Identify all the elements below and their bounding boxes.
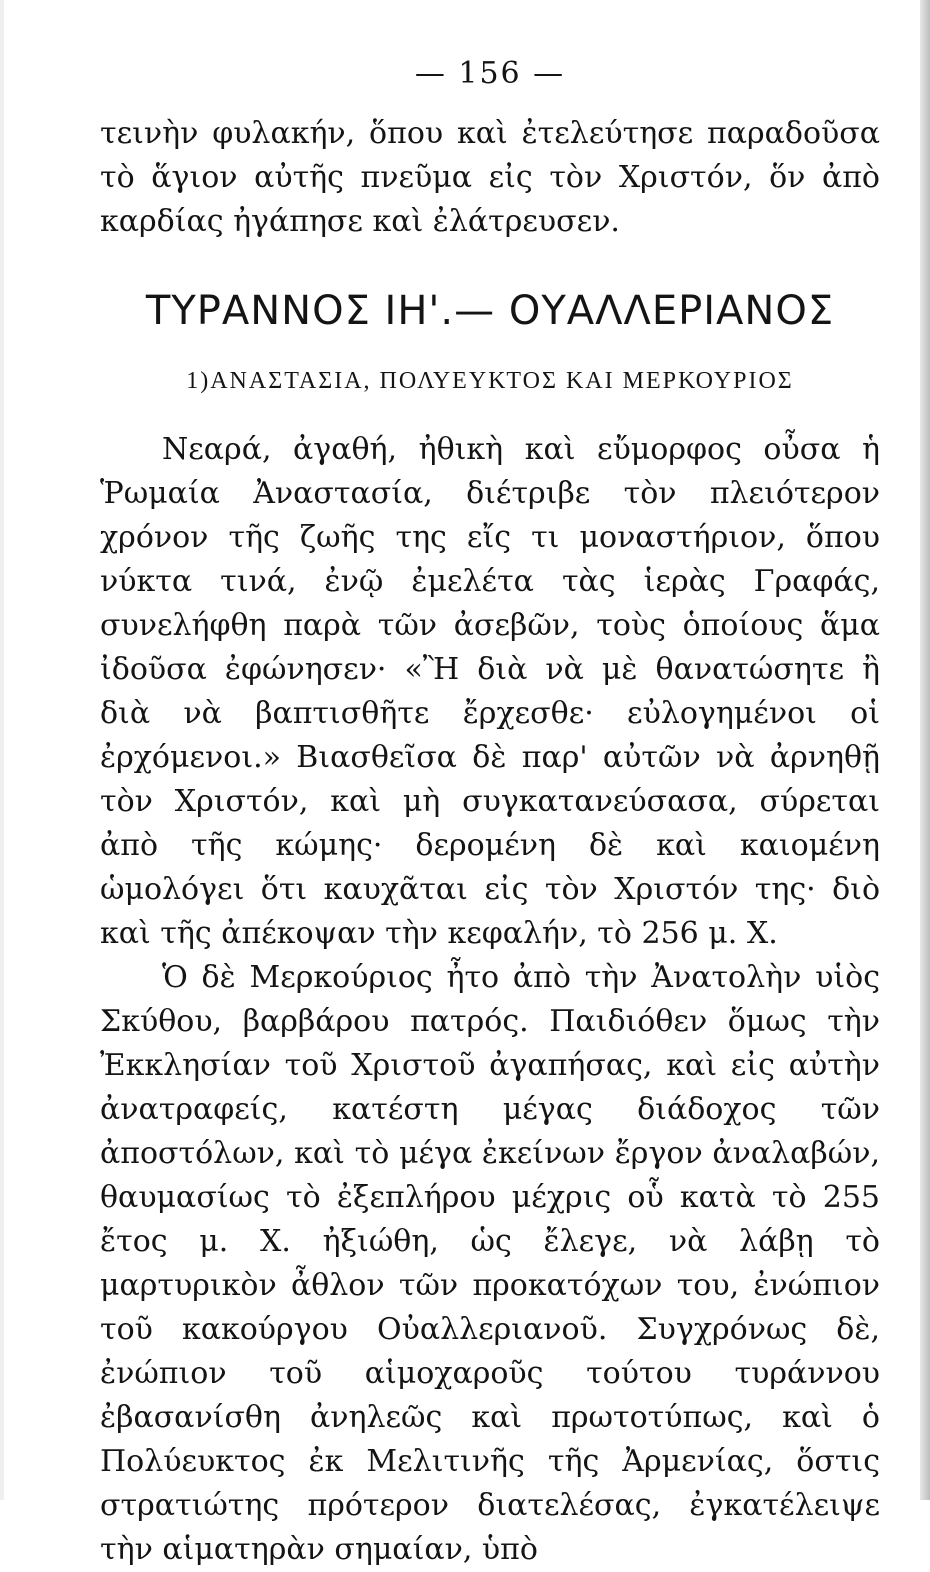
page-edge-right bbox=[920, 0, 930, 1500]
paragraph-anastasia: Νεαρά, ἀγαθή, ἠθικὴ καὶ εὔμορφος οὖσα ἡ Ῥωμαία Ἀναστασία, διέτριβε τὸν πλειότερον χρόνον τῆς ζωῆς της εἴς τι μοναστήριον, ὅπου νύκτα τινά, ἐνῷ ἐμελέτα τὰς ἱερὰς Γραφάς, συνελήφθη παρὰ τῶν ἀσεβῶν, τοὺς ὁποίους ἅμα ἰδοῦσα ἐφώνησεν· «Ἢ διὰ νὰ μὲ θανατώσητε ἢ διὰ νὰ βαπτισθῆτε ἔρχεσθε· εὐλογημένοι οἱ ἐρχόμενοι.» Βιασθεῖσα δὲ παρ' αὐτῶν νὰ ἀρνηθῇ τὸν Χριστόν, καὶ μὴ συγκατανεύσασα, σύρεται ἀπὸ τῆς κώμης· δερομένη δὲ καὶ καιομένη ὡμολόγει ὅτι καυχᾶται εἰς τὸν Χριστόν της· διὸ καὶ τῆς ἀπέκοψαν τὴν κεφαλήν, τὸ 256 μ. Χ. bbox=[100, 432, 880, 951]
page-number: — 156 — bbox=[414, 56, 566, 91]
chapter-heading: ΤΥΡΑΝΝΟΣ ΙΗ'.— ΟΥΑΛΛΕΡΙΑΝΟΣ bbox=[145, 288, 835, 334]
page-text-block bbox=[100, 40, 880, 1572]
paragraph-merkourios: Ὁ δὲ Μερκούριος ἦτο ἀπὸ τὴν Ἀνατολὴν υἱὸς Σκύθου, βαρβάρου πατρός. Παιδιόθεν ὅμως τὴν Ἐκκλησίαν τοῦ Χριστοῦ ἀγαπήσας, καὶ εἰς αὐτὴν ἀνατραφείς, κατέστη μέγας διάδοχος τῶν ἀποστόλων, καὶ τὸ μέγα ἐκείνων ἔργον ἀναλαβών, θαυμασίως τὸ ἐξεπλήρου μέχρις οὗ κατὰ τὸ 255 ἔτος μ. Χ. ἠξιώθη, ὡς ἔλεγε, νὰ λάβῃ τὸ μαρτυρικὸν ἆθλον τῶν προκατόχων του, ἐνώπιον τοῦ κακούργου Οὐαλλεριανοῦ. Συγχρόνως δὲ, ἐνώπιον τοῦ αἱμοχαροῦς τούτου τυράννου ἐβασανίσθη ἀνηλεῶς καὶ πρωτοτύπως, καὶ ὁ Πολύευκτος ἐκ Μελιτινῆς τῆς Ἀρμενίας, ὅστις στρατιώτης πρότερον διατελέσας, ἐγκατέλειψε τὴν αἱματηρὰν σημαίαν, ὑπὸ bbox=[100, 960, 880, 1567]
section-subheading: 1)ΑΝΑΣΤΑΣΙΑ, ΠΟΛΥΕΥΚΤΟΣ ΚΑΙ ΜΕΡΚΟΥΡΙΟΣ bbox=[186, 368, 794, 394]
intro-paragraph: τεινὴν φυλακήν, ὅπου καὶ ἐτελεύτησε παραδοῦσα τὸ ἅγιον αὐτῆς πνεῦμα εἰς τὸν Χριστόν, ὅν ἀπὸ καρδίας ἠγάπησε καὶ ἐλάτρευσεν. bbox=[100, 116, 880, 239]
page-edge-left bbox=[0, 0, 4, 1500]
